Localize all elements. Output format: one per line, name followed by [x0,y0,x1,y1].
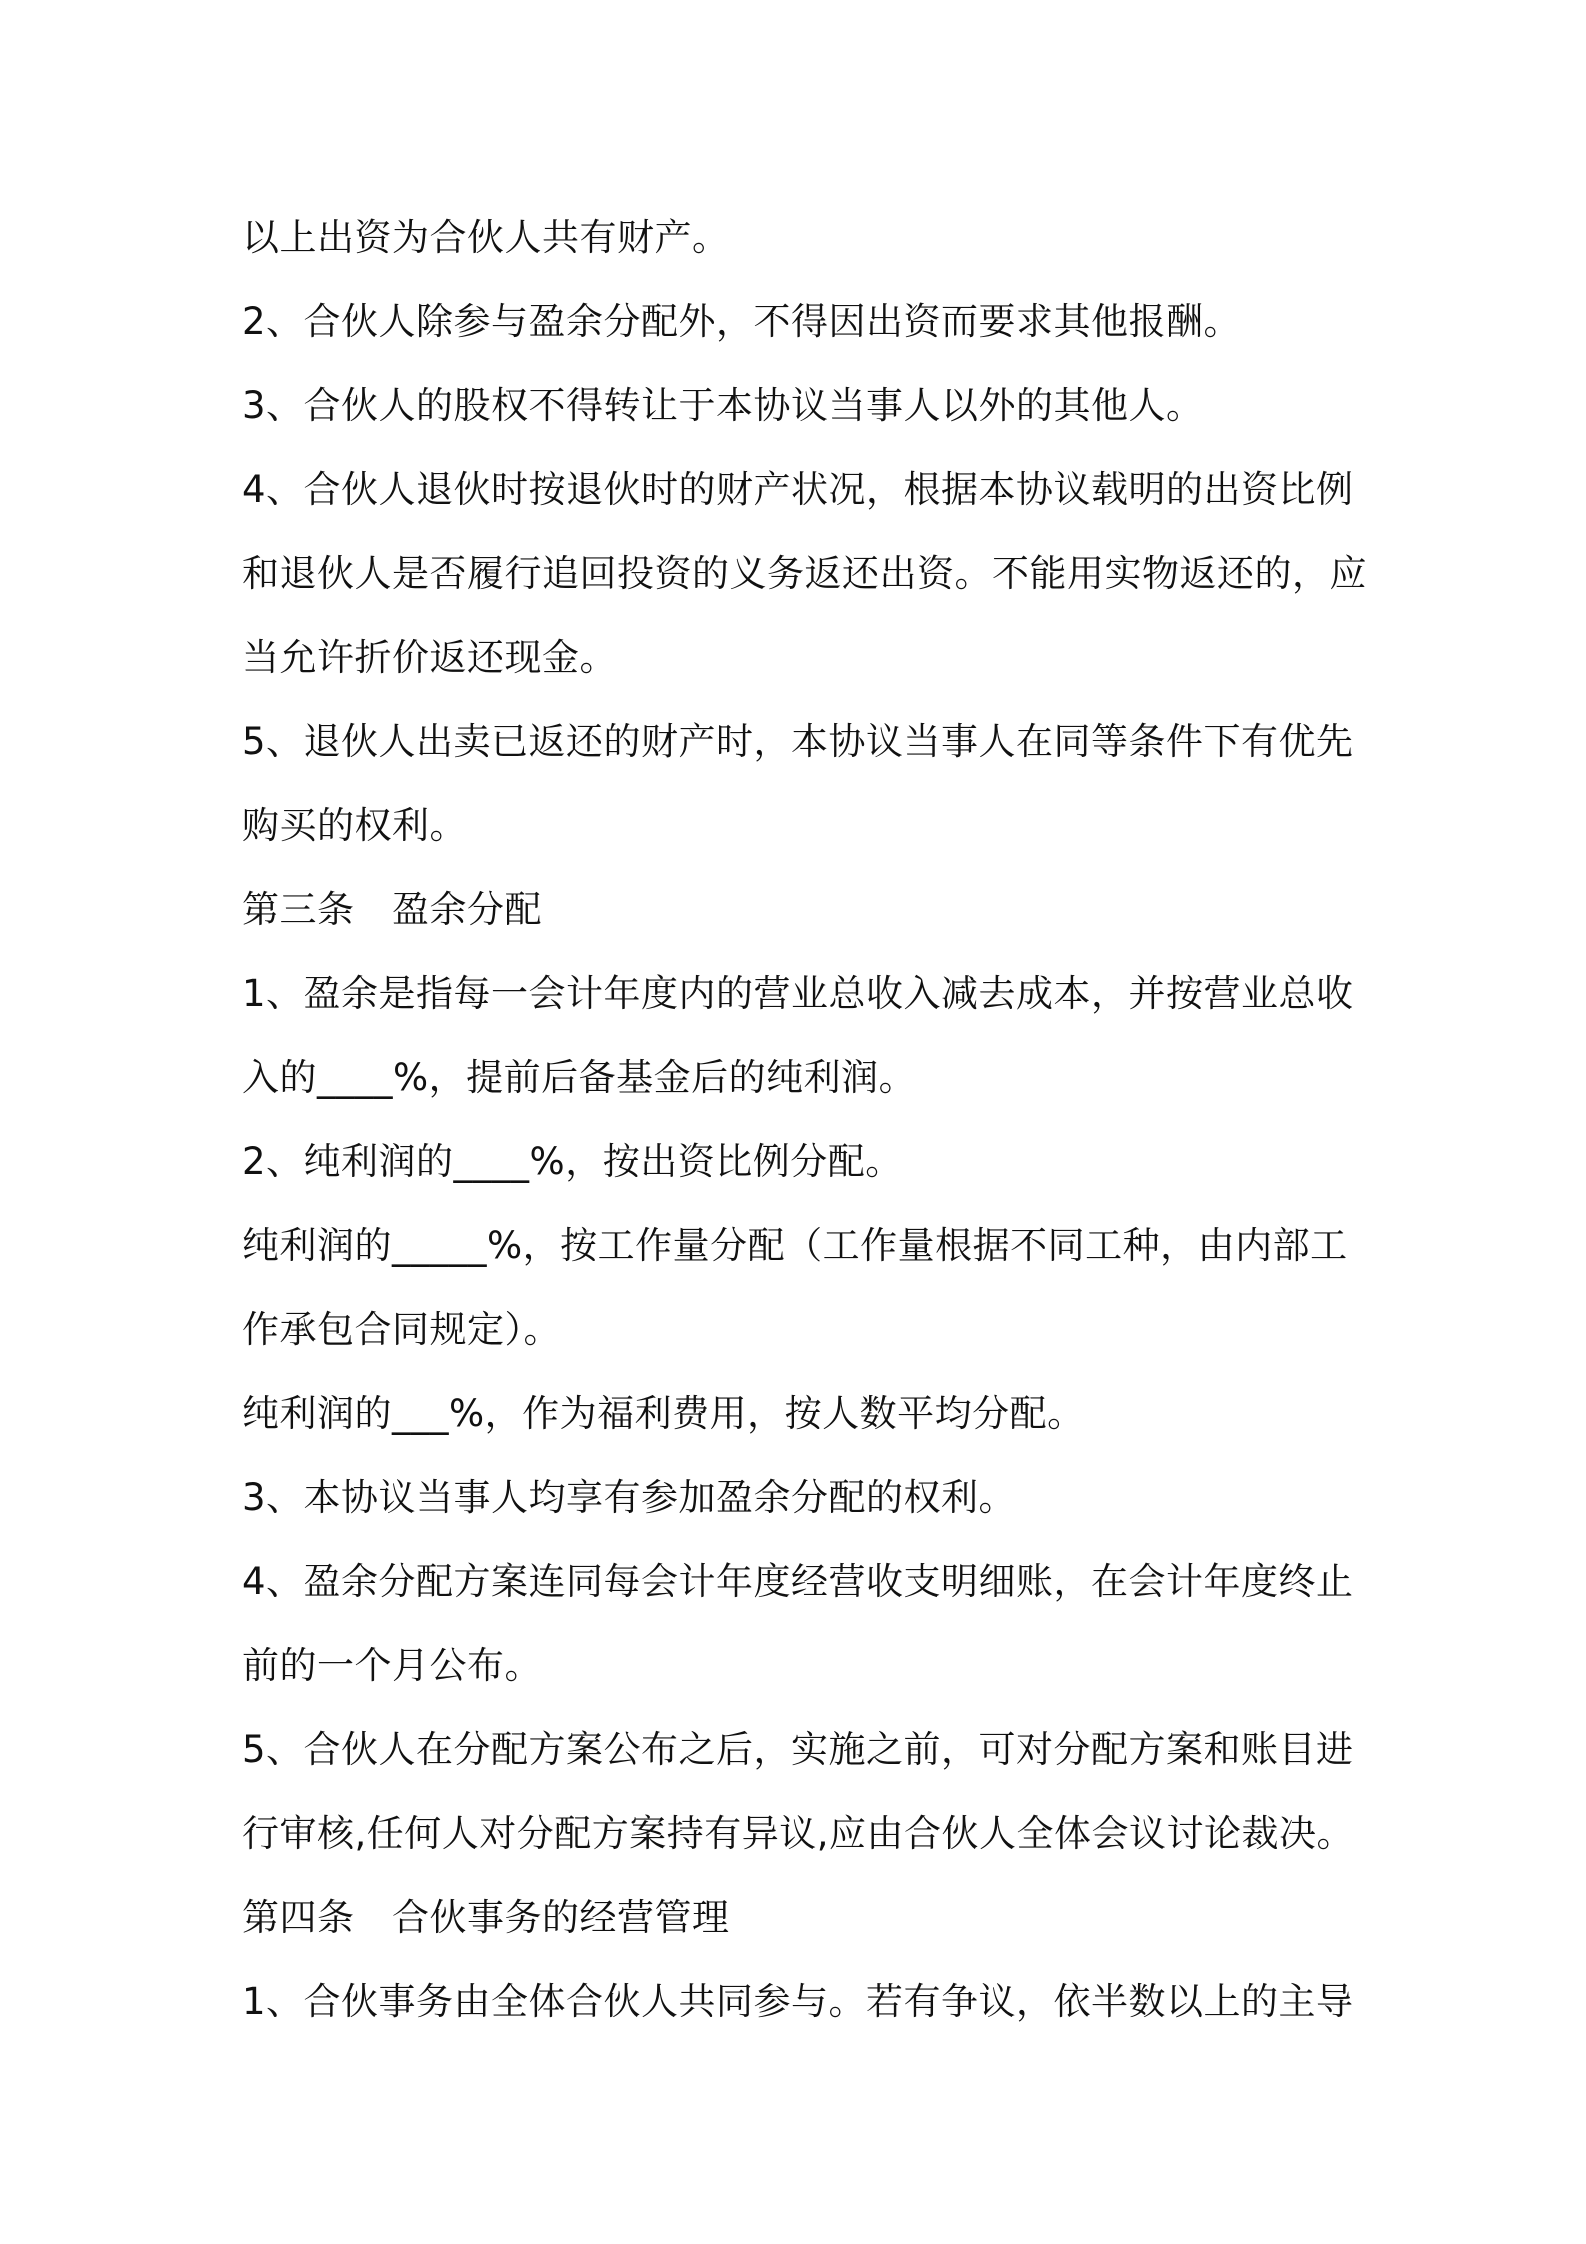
clause-3-1-line-2: 入的____%，提前后备基金后的纯利润。 [242,1056,917,1099]
clause-2-5-line-2: 购买的权利。 [242,804,467,847]
clause-3-4-line-2: 前的一个月公布。 [242,1644,542,1687]
clause-2-2: 2、合伙人除参与盈余分配外，不得因出资而要求其他报酬。 [242,300,1242,343]
clause-3-5-line-2: 行审核,任何人对分配方案持有异议,应由合伙人全体会议讨论裁决。 [242,1812,1355,1855]
text-line: 以上出资为合伙人共有财产。 [242,216,730,259]
clause-3-3: 3、本协议当事人均享有参加盈余分配的权利。 [242,1476,1017,1519]
document-body [242,196,1367,2044]
clause-3-2-workload-line-2: 作承包合同规定）。 [242,1308,561,1351]
clause-4-1-line-1: 1、合伙事务由全体合伙人共同参与。若有争议，依半数以上的主导 [242,1980,1354,2023]
clause-2-3: 3、合伙人的股权不得转让于本协议当事人以外的其他人。 [242,384,1204,427]
clause-3-5-line-1: 5、合伙人在分配方案公布之后，实施之前，可对分配方案和账目进 [242,1728,1354,1771]
clause-2-4-line-2: 和退伙人是否履行追回投资的义务返还出资。不能用实物返还的，应 [242,552,1367,595]
clause-3-1-line-1: 1、盈余是指每一会计年度内的营业总收入减去成本，并按营业总收 [242,972,1354,1015]
clause-3-2-welfare: 纯利润的___%，作为福利费用，按人数平均分配。 [242,1392,1085,1435]
clause-3-2-workload-line-1: 纯利润的_____%，按工作量分配（工作量根据不同工种，由内部工 [242,1224,1348,1267]
article-4-heading: 第四条 合伙事务的经营管理 [242,1896,730,1939]
clause-2-4-line-1: 4、合伙人退伙时按退伙时的财产状况，根据本协议载明的出资比例 [242,468,1354,511]
clause-2-4-line-3: 当允许折价返还现金。 [242,636,617,679]
clause-2-5-line-1: 5、退伙人出卖已返还的财产时，本协议当事人在同等条件下有优先 [242,720,1354,763]
article-3-heading: 第三条 盈余分配 [242,888,542,931]
clause-3-4-line-1: 4、盈余分配方案连同每会计年度经营收支明细账，在会计年度终止 [242,1560,1354,1603]
clause-3-2: 2、纯利润的____%，按出资比例分配。 [242,1140,903,1183]
